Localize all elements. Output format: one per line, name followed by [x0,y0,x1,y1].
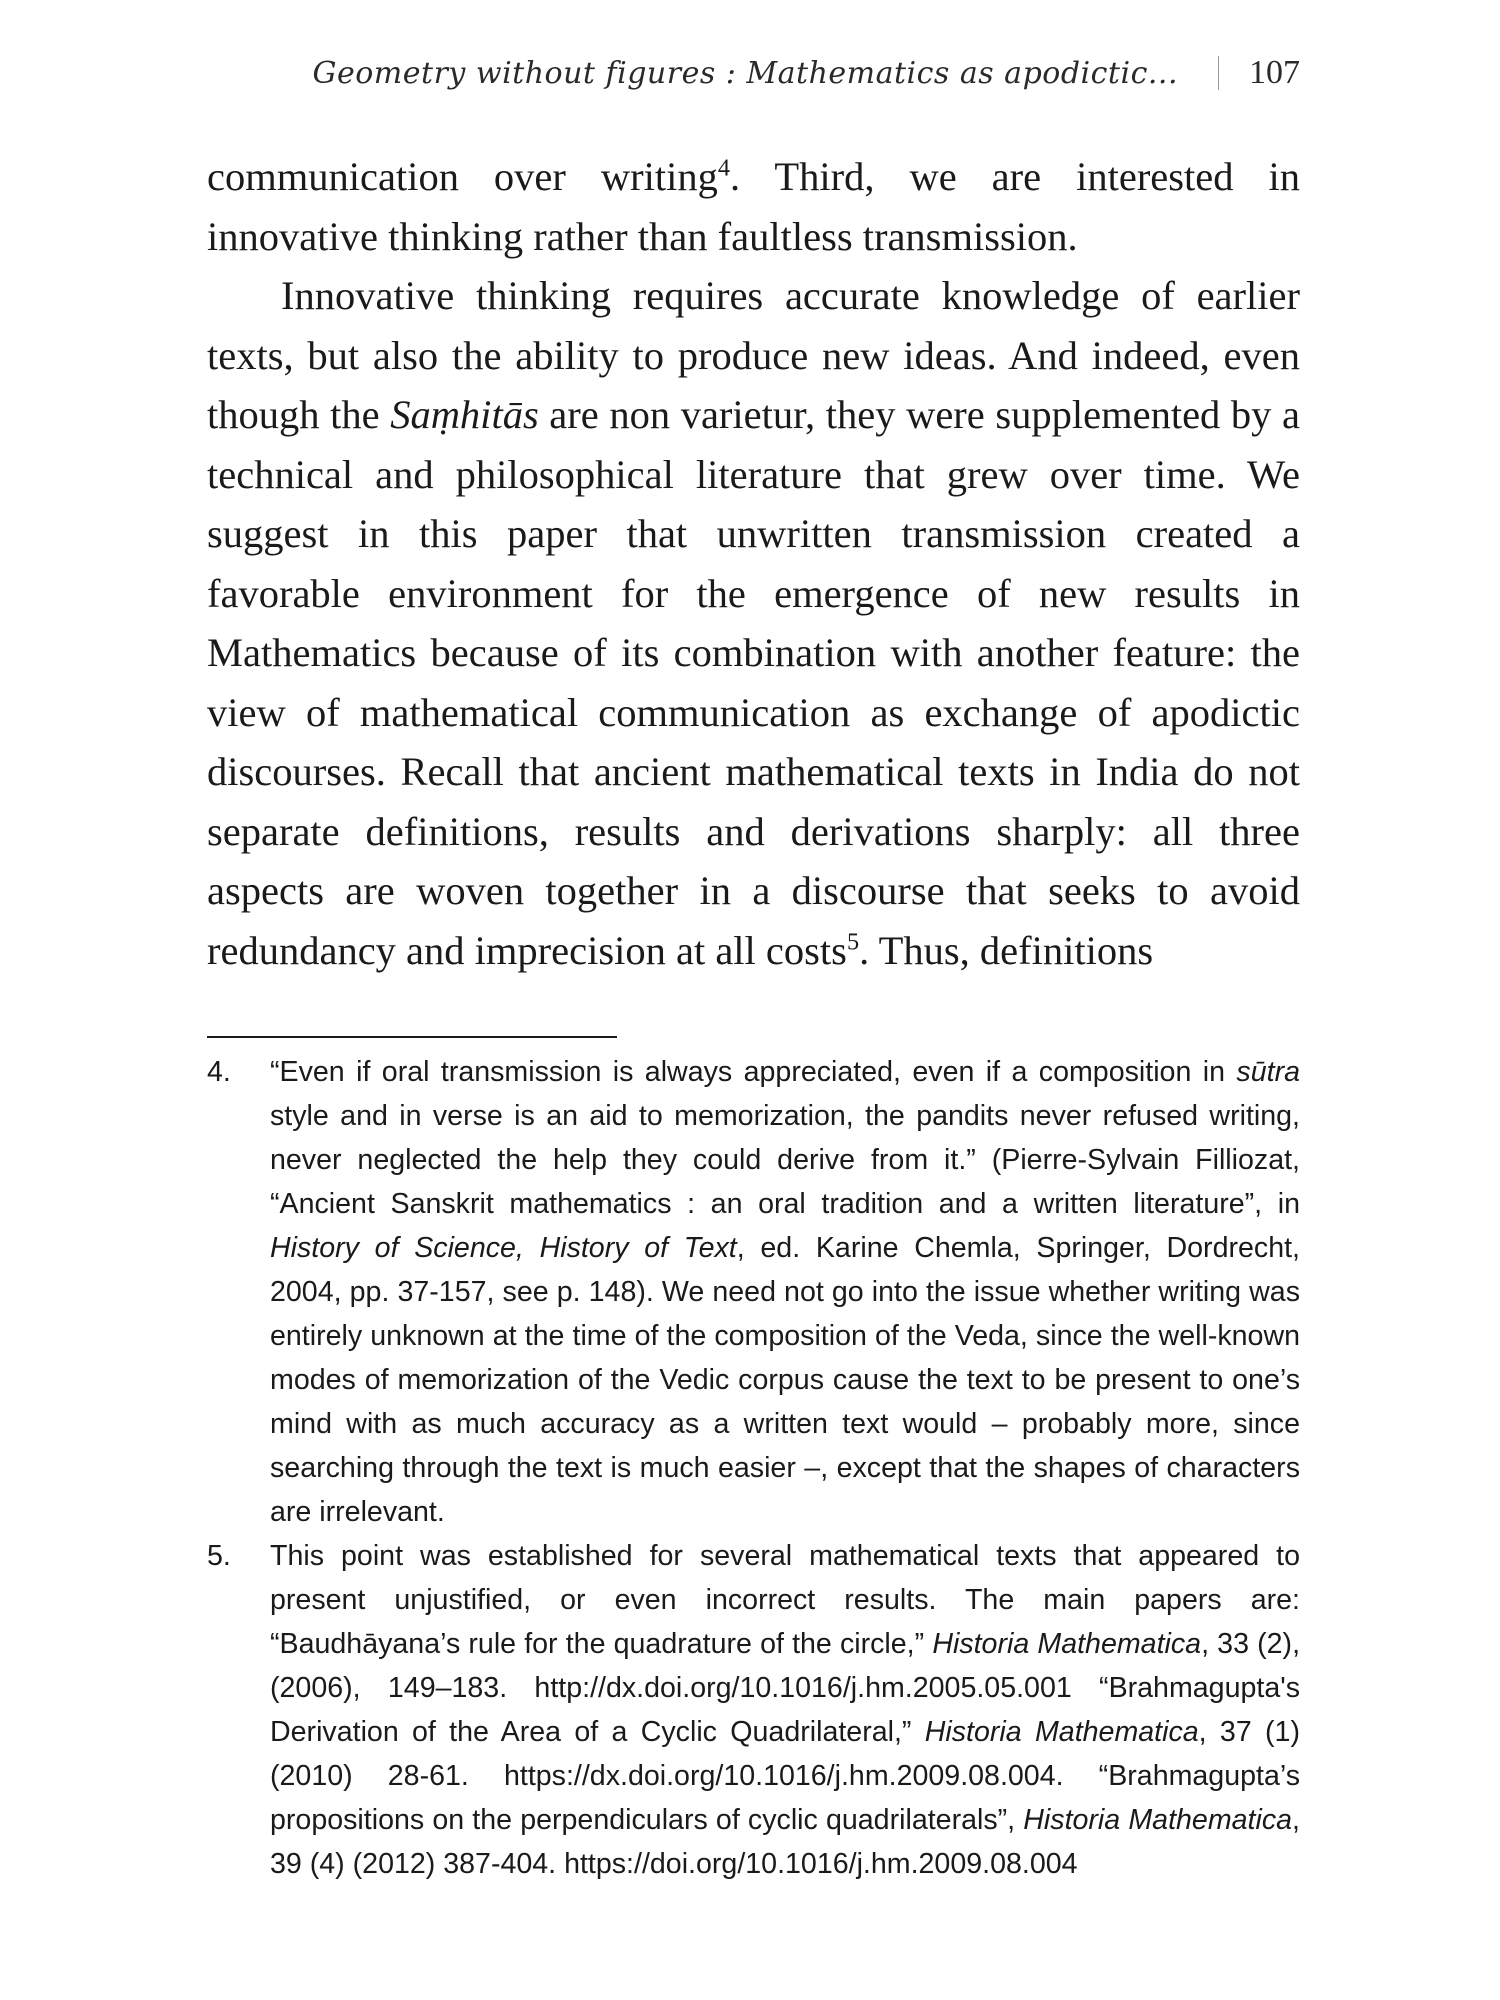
header-divider [1218,56,1219,90]
paragraph-text: are non varietur, they were supplemented by a technical and philosophical literature that grew over time. We suggest in this paper that unwritten transmission created a favorable environment for the emergence of new results in Mathematics because of its combination with another feature: the view of mathematical communication as exchange of apodictic discourses. Recall that ancient mathematical texts in India do not separate definitions, results and derivations sharply: all three aspects are woven together in a discourse that seeks to avoid redundancy and imprecision at all costs [207,392,1300,973]
footnote-emphasis: Historia Mathematica [1023,1804,1293,1836]
footnote-number: 4. [207,1056,231,1088]
footnotes [207,1050,1300,1886]
footnote-segment: , ed. Karine Chemla, Springer, Dordrecht, 2004, pp. 37-157, see p. 148). We need not go into the issue whether writing was entirely unknown at the time of the composition of the Veda, since the well-known modes of memorization of the Vedic corpus cause the text to be present to one’s mind with as much accuracy as a written text would – probably more, since searching through the text is much easier –, except that the shapes of characters are irrelevant. [270,1232,1300,1528]
footnote-ref-4[interactable]: 4 [717,154,731,182]
footnote-emphasis: History of Science, History of Text [270,1232,737,1264]
main-text [207,147,1300,980]
footnote-segment: This point was established for several mathematical texts that appeared to present unjustified, or even incorrect results. The main papers are: “Baudhāyana’s rule for the quadrature of the circle,” [270,1540,1300,1660]
footnote-ref-5[interactable]: 5 [846,928,860,955]
footnote-segment: , 37 (1) (2010) 28-61. https://dx.doi.org/10.1016/j.hm.2009.08.004. “Brahmagupta’s propositions on the perpendiculars of cyclic quadrilaterals”, [270,1716,1300,1836]
emphasis-text: Saṃhitās [390,392,539,437]
paragraph [207,147,1300,266]
footnote-text [270,1050,1300,1534]
paragraph-text: Innovative thinking requires accurate knowledge of earlier texts, but also the ability to produce new ideas. And indeed, even though the [207,273,1300,437]
paragraph [207,266,1300,980]
footnote-5 [207,1534,1300,1886]
running-header [200,48,1300,98]
paragraph-text: communication over writing [207,154,718,199]
footnote-4 [207,1050,1300,1534]
footnote-emphasis: sūtra [1236,1056,1300,1088]
footnote-separator [207,1036,617,1038]
footnote-segment: , 33 (2), (2006), 149–183. http://dx.doi.org/10.1016/j.hm.2005.05.001 “Brahmagupta's Derivation of the Area of a Cyclic Quadrilateral,” [270,1628,1301,1748]
footnote-text [270,1534,1300,1886]
footnote-segment: style and in verse is an aid to memorization, the pandits never refused writing, never neglected the help they could derive from it.” (Pierre-Sylvain Filliozat, “Ancient Sanskrit mathematics : an oral tradition and a written literature”, in [270,1100,1300,1220]
running-title: Geometry without figures : Mathematics as apodictic... [312,55,1178,91]
page-number: 107 [1249,54,1300,91]
paragraph-text: . Third, we are interested in innovative thinking rather than faultless transmission. [207,154,1300,259]
footnote-number: 5. [207,1540,231,1572]
footnote-emphasis: Historia Mathematica [924,1716,1199,1748]
footnote-segment: , 39 (4) (2012) 387-404. https://doi.org/10.1016/j.hm.2009.08.004 [270,1804,1300,1880]
paragraph-text: . Thus, definitions [859,927,1154,973]
footnote-emphasis: Historia Mathematica [932,1628,1202,1660]
footnote-segment: “Even if oral transmission is always appreciated, even if a composition in [270,1056,1237,1088]
